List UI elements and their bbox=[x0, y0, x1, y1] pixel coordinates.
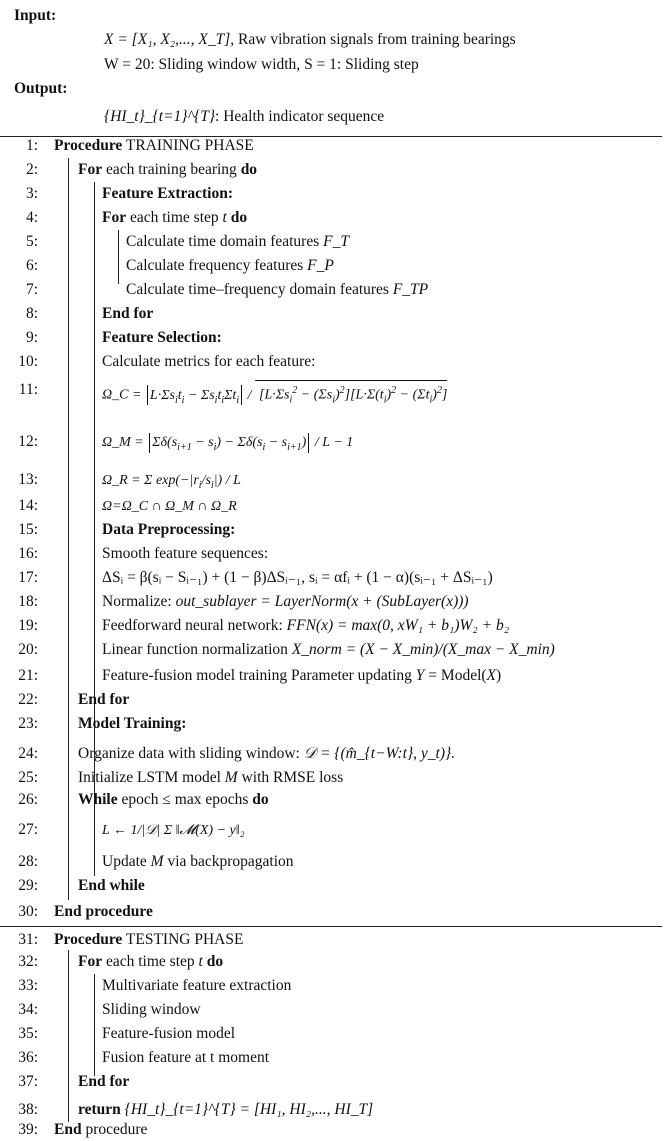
keyword: For bbox=[102, 209, 127, 226]
line-number: 24: bbox=[18, 745, 38, 762]
output-desc: : Health indicator sequence bbox=[215, 108, 385, 125]
line-number: 18: bbox=[18, 593, 38, 610]
line-number: 17: bbox=[18, 569, 38, 586]
line-text: Calculate time–frequency domain features bbox=[126, 281, 393, 298]
line-number: 19: bbox=[18, 617, 38, 634]
input-x: X = [X₁, X₂,..., X_T] bbox=[104, 31, 231, 48]
line-text: Calculate frequency features bbox=[126, 257, 308, 274]
line-number: 11: bbox=[18, 381, 38, 398]
algorithm-line bbox=[102, 852, 294, 872]
line-text: Normalize: bbox=[102, 593, 172, 610]
output-label: Output: bbox=[14, 80, 68, 97]
line-text: Organize data with sliding window: bbox=[78, 745, 300, 762]
keyword: For bbox=[78, 953, 103, 970]
line-number: 6: bbox=[25, 257, 38, 274]
algorithm-line bbox=[102, 520, 235, 540]
line-number: 36: bbox=[18, 1049, 38, 1066]
algorithm-line bbox=[126, 280, 428, 300]
line-text: Feature-fusion model training Parameter updating bbox=[102, 667, 416, 684]
line-number: 15: bbox=[18, 521, 38, 538]
line-number: 30: bbox=[18, 903, 38, 920]
input-x-row bbox=[104, 30, 516, 50]
line-number: 14: bbox=[18, 497, 38, 514]
algorithm-line bbox=[78, 714, 186, 734]
line-number: 37: bbox=[18, 1073, 38, 1090]
algorithm-line bbox=[102, 184, 233, 204]
algorithm-line bbox=[126, 232, 349, 252]
keyword: While bbox=[78, 791, 118, 808]
keyword: End while bbox=[78, 877, 145, 894]
keyword: End for bbox=[78, 1073, 130, 1090]
formula: Ω_C = $L\cdot\Sigma s_it_i - \Sigma s_it_i\Sigma t_i / [L\cdot\Sigma s_i^2 - (\Sigma s_i)^2][L\cdot\Sigma(t_i)^2 - (\Sigma t_i)^2]$ bbox=[102, 388, 447, 403]
algorithm-line bbox=[102, 820, 245, 841]
line-number: 32: bbox=[18, 953, 38, 970]
indent-bar-test-2 bbox=[94, 974, 95, 1076]
keyword: Procedure bbox=[54, 931, 123, 948]
keyword: Feature Extraction: bbox=[102, 185, 233, 202]
math-expression: X_norm = (X − X_min)/(X_max − X_min) bbox=[287, 641, 555, 658]
indent-bar-3 bbox=[118, 230, 119, 284]
line-text: with RMSE loss bbox=[237, 769, 344, 786]
indent-bar-test-1 bbox=[68, 950, 69, 1122]
line-text: procedure bbox=[81, 1121, 148, 1138]
algorithm-line bbox=[102, 432, 353, 458]
keyword: End bbox=[54, 1121, 82, 1138]
algorithm-line bbox=[102, 592, 469, 612]
keyword: do bbox=[240, 161, 258, 178]
algorithm-line bbox=[78, 768, 343, 788]
line-number: 12: bbox=[18, 433, 38, 450]
line-number: 25: bbox=[18, 769, 38, 786]
algorithm-line bbox=[78, 1100, 373, 1120]
formula-omega-m-body: $\Sigma\delta(s_{i+1} - s_i) - \Sigma\delta(s_i - s_{i+1}) / L - 1$ bbox=[147, 435, 353, 450]
output-hi: {HI_t}_{t=1}^{T} bbox=[104, 108, 216, 125]
line-text: ΔSᵢ = β(sᵢ − Sᵢ₋₁) + (1 − β)ΔSᵢ₋₁, sᵢ = αfᵢ + (1 − α)(sᵢ₋₁ + ΔSᵢ₋₁) bbox=[102, 569, 493, 586]
math-expression: t bbox=[222, 209, 227, 226]
math-expression: {HI_t}_{t=1}^{T} = [HI₁, HI₂,..., HI_T] bbox=[120, 1101, 374, 1118]
output-row bbox=[104, 107, 384, 127]
keyword: End for bbox=[78, 691, 130, 708]
line-text: Update bbox=[102, 853, 151, 870]
line-number: 38: bbox=[18, 1101, 38, 1118]
algorithm-line bbox=[102, 640, 555, 660]
formula: Ω_M = $\Sigma\delta(s_{i+1} - s_i) - \Sigma\delta(s_i - s_{i+1}) / L - 1$ bbox=[102, 435, 353, 450]
keyword: End procedure bbox=[54, 903, 153, 920]
line-number: 35: bbox=[18, 1025, 38, 1042]
line-text: Sliding window bbox=[102, 1001, 201, 1018]
line-number: 13: bbox=[18, 471, 38, 488]
line-number: 1: bbox=[25, 137, 38, 154]
mid-rule bbox=[0, 926, 662, 927]
algorithm-line bbox=[102, 470, 241, 496]
algorithm-line bbox=[102, 976, 291, 996]
algorithm-line bbox=[78, 876, 145, 896]
keyword: Data Preprocessing: bbox=[102, 521, 236, 538]
line-text: = Model( bbox=[424, 667, 487, 684]
line-number: 26: bbox=[18, 791, 38, 808]
line-text: Linear function normalization bbox=[102, 641, 288, 658]
keyword: do bbox=[226, 209, 248, 226]
math-expression: M bbox=[150, 853, 164, 870]
indent-bar-1 bbox=[68, 158, 69, 900]
algorithm-line bbox=[102, 1048, 269, 1068]
keyword: Model Training: bbox=[78, 715, 187, 732]
algorithm-line bbox=[126, 256, 334, 276]
algorithm-line bbox=[78, 1072, 129, 1092]
line-text: Calculate metrics for each feature: bbox=[102, 353, 316, 370]
line-number: 16: bbox=[18, 545, 38, 562]
algorithm-line bbox=[78, 952, 223, 972]
algorithm-line bbox=[102, 352, 315, 372]
math-expression: X bbox=[486, 667, 497, 684]
algorithm-line bbox=[102, 1024, 235, 1044]
indent-bar-while bbox=[94, 818, 95, 854]
input-w-row bbox=[104, 55, 419, 75]
math-expression: out_sublayer = LayerNorm(x + (SubLayer(x))) bbox=[171, 593, 469, 610]
line-number: 29: bbox=[18, 877, 38, 894]
line-text: TESTING PHASE bbox=[122, 931, 244, 948]
line-number: 22: bbox=[18, 691, 38, 708]
line-number: 27: bbox=[18, 821, 38, 838]
formula-omega-c-body: $L\cdot\Sigma s_it_i - \Sigma s_it_i\Sigma t_i / [L\cdot\Sigma s_i^2 - (\Sigma s_i)^2][L\cdot\Sigma(t_i)^2 - (\Sigma t_i)^2]$ bbox=[145, 388, 447, 403]
algorithm-line bbox=[78, 744, 455, 764]
line-text: Fusion feature at t moment bbox=[102, 1049, 270, 1066]
line-number: 9: bbox=[25, 329, 38, 346]
algorithm-line bbox=[102, 544, 268, 564]
line-text: epoch ≤ max epochs bbox=[117, 791, 253, 808]
algorithm-line bbox=[102, 568, 493, 588]
line-text: Initialize LSTM model bbox=[78, 769, 225, 786]
keyword: End for bbox=[102, 305, 154, 322]
line-number: 10: bbox=[18, 353, 38, 370]
line-number: 3: bbox=[25, 185, 38, 202]
formula: L ← 1/|𝒟| Σ ‖𝓜(X) − y‖₂ bbox=[102, 823, 245, 838]
algorithm-line bbox=[102, 1000, 201, 1020]
formula: Ω=Ω_C ∩ Ω_M ∩ Ω_R bbox=[102, 499, 237, 514]
keyword: Procedure bbox=[54, 137, 123, 154]
algorithm-line bbox=[54, 930, 243, 950]
algorithm-line bbox=[54, 902, 153, 922]
input-s: S = 1: Sliding step bbox=[304, 56, 419, 73]
keyword: do bbox=[252, 791, 269, 808]
algorithm-line bbox=[78, 790, 269, 810]
algorithm-line bbox=[54, 136, 254, 156]
formula: Ω_R = Σ $\exp(-|r_i/s_i|) / L$ bbox=[102, 473, 241, 491]
line-text: via backpropagation bbox=[163, 853, 294, 870]
math-expression: F_P bbox=[307, 257, 334, 274]
algorithm-line bbox=[78, 690, 129, 710]
line-number: 20: bbox=[18, 641, 38, 658]
line-number: 23: bbox=[18, 715, 38, 732]
math-expression: FFN(x) = max(0, xW₁ + b₁)W₂ + b₂ bbox=[282, 617, 510, 634]
line-text: Feedforward neural network: bbox=[102, 617, 283, 634]
line-number: 2: bbox=[25, 161, 38, 178]
math-expression: Y bbox=[415, 667, 425, 684]
line-text: Feature-fusion model bbox=[102, 1025, 236, 1042]
algorithm-line bbox=[102, 496, 237, 517]
line-text: ) bbox=[496, 667, 502, 684]
line-number: 28: bbox=[18, 853, 38, 870]
math-expression: M bbox=[224, 769, 238, 786]
algorithm-line bbox=[102, 328, 222, 348]
keyword: do bbox=[202, 953, 224, 970]
algorithm-line bbox=[102, 616, 509, 636]
line-text: each time step bbox=[102, 953, 199, 970]
math-expression: 𝒟 = {(m̂_{t−W:t}, y_t)}. bbox=[299, 745, 456, 762]
line-text: Calculate time domain features bbox=[126, 233, 324, 250]
line-number: 39: bbox=[18, 1121, 38, 1138]
input-w: W = 20: Sliding window width, bbox=[104, 56, 305, 73]
line-text: Smooth feature sequences: bbox=[102, 545, 269, 562]
keyword: return bbox=[78, 1101, 121, 1118]
keyword: For bbox=[78, 161, 103, 178]
algorithm-line bbox=[102, 666, 501, 686]
line-number: 31: bbox=[18, 931, 38, 948]
line-number: 33: bbox=[18, 977, 38, 994]
line-text: each training bearing bbox=[102, 161, 241, 178]
algorithm-line bbox=[78, 160, 257, 180]
input-x-desc: , Raw vibration signals from training bearings bbox=[230, 31, 516, 48]
line-number: 7: bbox=[25, 281, 38, 298]
line-text: each time step bbox=[126, 209, 223, 226]
line-number: 34: bbox=[18, 1001, 38, 1018]
line-text: TRAINING PHASE bbox=[122, 137, 254, 154]
math-expression: F_TP bbox=[392, 281, 429, 298]
formula-omega-r-body: Σ $\exp(-|r_i/s_i|) / L$ bbox=[144, 473, 241, 491]
math-expression: t bbox=[198, 953, 203, 970]
algorithm-line bbox=[102, 208, 247, 228]
algorithm-line bbox=[102, 304, 153, 324]
algorithm-line bbox=[54, 1120, 147, 1140]
line-number: 4: bbox=[25, 209, 38, 226]
algorithm-line bbox=[102, 380, 447, 410]
keyword: Feature Selection: bbox=[102, 329, 222, 346]
line-number: 8: bbox=[25, 305, 38, 322]
input-label: Input: bbox=[14, 7, 57, 24]
line-number: 5: bbox=[25, 233, 38, 250]
line-text: Multivariate feature extraction bbox=[102, 977, 292, 994]
math-expression: F_T bbox=[323, 233, 349, 250]
line-number: 21: bbox=[18, 667, 38, 684]
